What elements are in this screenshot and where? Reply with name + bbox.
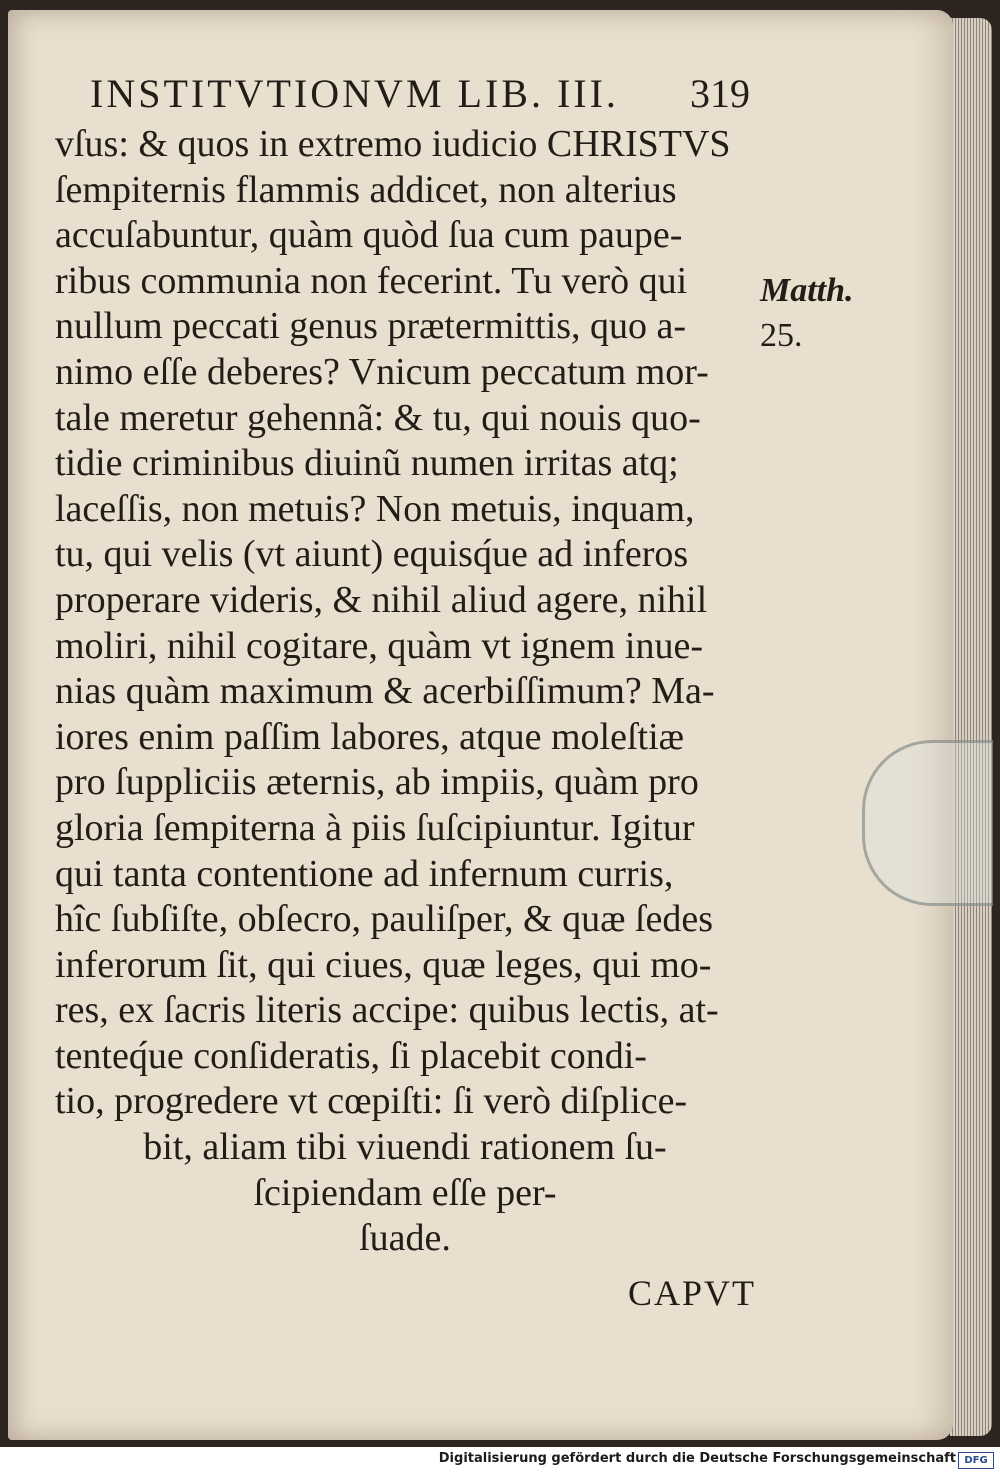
dfg-logo: DFG xyxy=(958,1452,994,1469)
text-line: tidie criminibus diuinũ numen irritas atq; xyxy=(55,442,679,485)
text-line: bit, aliam tibi viuendi rationem ſu- xyxy=(143,1126,667,1169)
footer-bar xyxy=(0,1447,1000,1472)
catchword: CAPVT xyxy=(628,1273,757,1313)
text-line: ſcipiendam eſſe per- xyxy=(253,1171,557,1214)
text-line: pro ſuppliciis æternis, ab impiis, quàm pro xyxy=(55,761,699,804)
text-line: laceſſis, non metuis? Non metuis, inquam, xyxy=(55,487,695,530)
text-line: hîc ſubſiſte, obſecro, pauliſper, & quæ ſedes xyxy=(55,898,714,941)
margin-reference-book: Matth. xyxy=(760,272,854,309)
page-edges xyxy=(950,18,992,1436)
text-line: nullum peccati genus prætermittis, quo a- xyxy=(55,305,687,348)
text-line: iores enim paſſim labores, atque moleſtiæ xyxy=(55,715,684,758)
funding-credit: Digitalisierung gefördert durch die Deutsche Forschungsgemeinschaft xyxy=(438,1451,956,1466)
running-title: INSTITVTIONVM LIB. III. xyxy=(90,71,619,116)
text-line: gloria ſempiterna à piis ſuſcipiuntur. Igitur xyxy=(55,806,695,849)
text-line: tale meretur gehennã: & tu, qui nouis quo- xyxy=(55,396,701,439)
main-text-block xyxy=(55,122,755,1262)
text-line: accuſabuntur, quàm quòd ſua cum paupe- xyxy=(55,214,683,257)
text-line: tio, progredere vt cœpiſti: ſi verò diſplice- xyxy=(55,1080,688,1123)
page-number: 319 xyxy=(690,71,750,116)
text-line: ribus communia non fecerint. Tu verò qui xyxy=(55,259,688,302)
text-line: ſuade. xyxy=(359,1217,451,1260)
text-line: ſempiternis flammis addicet, non alterius xyxy=(55,168,677,211)
text-line: tenteq́ue conſideratis, ſi placebit condi- xyxy=(55,1034,647,1077)
text-line: nias quàm maximum & acerbiſſimum? Ma- xyxy=(55,670,715,713)
text-line: vſus: & quos in extremo iudicio CHRISTVS xyxy=(55,123,731,165)
text-line: moliri, nihil cogitare, quàm vt ignem inue- xyxy=(55,624,703,667)
text-line: properare videris, & nihil aliud agere, nihil xyxy=(55,578,708,621)
text-line: nimo eſſe deberes? Vnicum peccatum mor- xyxy=(55,350,709,393)
text-line: qui tanta contentione ad infernum curris, xyxy=(55,852,674,895)
margin-reference xyxy=(760,268,880,358)
page-clip xyxy=(862,740,993,906)
text-line: inferorum ſit, qui ciues, quæ leges, qui mo- xyxy=(55,943,712,986)
text-line: res, ex ſacris literis accipe: quibus lectis, at- xyxy=(55,989,719,1032)
text-line: tu, qui velis (vt aiunt) equisq́ue ad inferos xyxy=(55,533,689,576)
margin-reference-chapter: 25. xyxy=(760,317,803,354)
